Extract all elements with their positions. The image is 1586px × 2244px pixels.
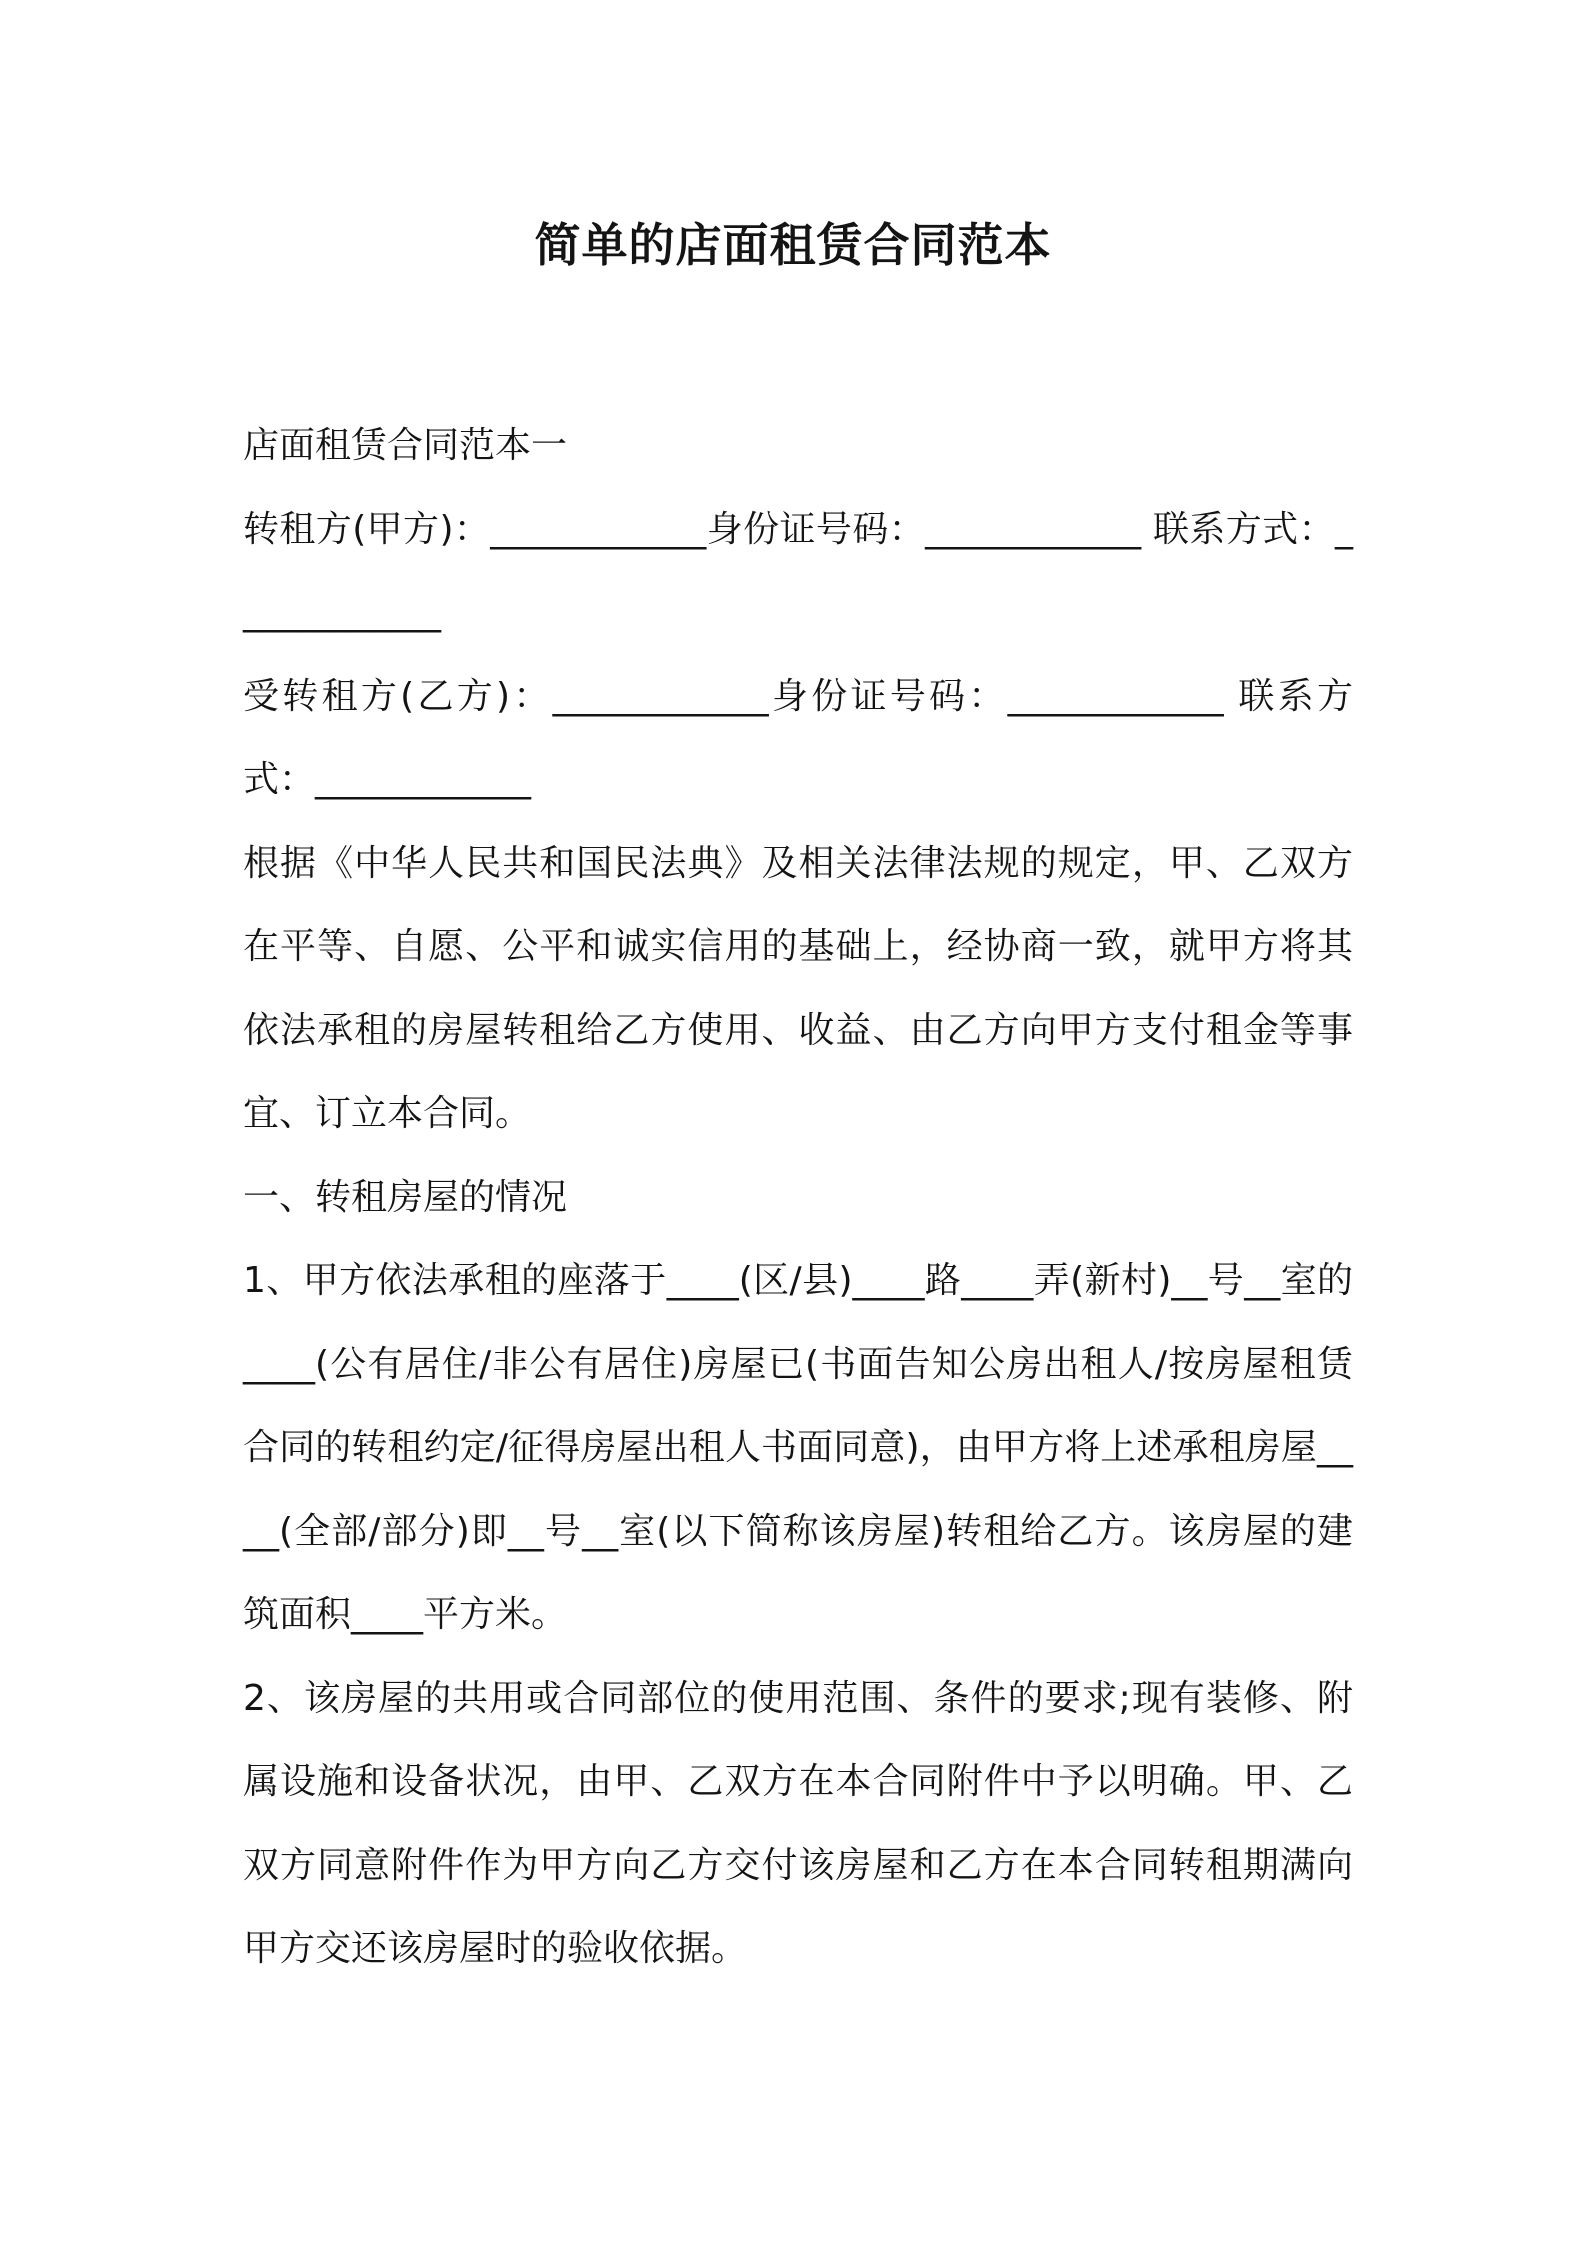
clause-2-paragraph: 2、该房屋的共用或合同部位的使用范围、条件的要求;现有装修、附属设施和设备状况，由甲、乙双方在本合同附件中予以明确。甲、乙双方同意附件作为甲方向乙方交付该房屋和乙方在本合同转租期满向甲方交还该房屋时的验收依据。: [243, 1677, 1353, 1969]
section-heading-contract-one: 店面租赁合同范本一: [243, 425, 568, 466]
party-a-line: 转租方(甲方)：____________身份证号码：____________ 联系方式：____________: [243, 508, 1353, 633]
document-body: [243, 404, 1353, 1991]
section-heading-premises: 一、转租房屋的情况: [243, 1176, 568, 1218]
party-b-line: 受转租方(乙方)：____________身份证号码：____________ 联系方式：____________: [243, 675, 1353, 800]
document-title: 简单的店面租赁合同范本: [534, 218, 1052, 272]
clause-1-paragraph: 1、甲方依法承租的座落于____(区/县)____路____弄(新村)__号__室的____(公有居住/非公有居住)房屋已(书面告知公房出租人/按房屋租赁合同的转租约定/征得房屋出租人书面同意)，由甲方将上述承租房屋____(全部/部分)即__号__室(以下简称该房屋)转租给乙方。该房屋的建筑面积____平方米。: [243, 1260, 1353, 1635]
preamble-paragraph: 根据《中华人民共和国民法典》及相关法律法规的规定，甲、乙双方在平等、自愿、公平和诚实信用的基础上，经协商一致，就甲方将其依法承租的房屋转租给乙方使用、收益、由乙方向甲方支付租金等事宜、订立本合同。: [243, 842, 1353, 1134]
